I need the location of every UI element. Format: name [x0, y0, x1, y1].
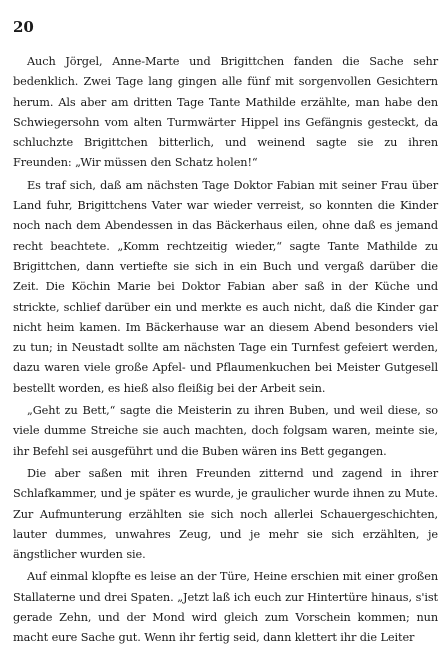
paragraph-5: Auf einmal klopfte es leise an der Türe, Heine erschien mit einer großen Stallaterne und drei Spaten. „Jetzt laß ich euch zur Hintertüre hinaus, s'ist gerade Zehn, und der Mond wird gleich zum Vorschein kommen; nun macht eure Sache gut. Wenn ihr fertig seid, dann klettert ihr die Leiter — [13, 570, 438, 645]
paragraph-2: Es traf sich, daß am nächsten Tage Doktor Fabian mit seiner Frau über Land fuhr, Brigittchens Vater war wieder verreist, so konnten die Kinder noch nach dem Abendessen in das Bäckerhaus eilen, ohne daß es jemand recht beachtete. „Komm rechtzeitig wieder,“ sagte Tante Mathilde zu Brigittchen, dann vertiefte sie sich in ein Buch und vergaß darüber die Zeit. Die Köchin Marie bei Doktor Fabian aber saß in der Küche und strickte, schlief darüber ein und merkte es auch nicht, daß die Kinder gar nicht heim kamen. Im Bäckerhause war an diesem Abend besonders viel zu tun; in Neustadt sollte am nächsten Tage ein Turnfest gefeiert werden, dazu waren viele große Apfel- und Pflaumenkuchen bei Meister Gutgesell bestellt worden, es hieß also fleißig bei der Arbeit sein. — [13, 178, 438, 395]
page-number: 20 — [13, 18, 34, 36]
paragraph-4: Die aber saßen mit ihren Freunden zitternd und zagend in ihrer Schlafkammer, und je später es wurde, je graulicher wurde ihnen zu Mute. Zur Aufmunterung erzählten sie sich noch allerlei Schauergeschichten, lauter dummes, unwahres Zeug, und je mehr sie sich erzählten, je ängstlicher wurden sie. — [13, 466, 438, 562]
paragraph-1: Auch Jörgel, Anne-Marte und Brigittchen fanden die Sache sehr bedenklich. Zwei Tage lang gingen alle fünf mit sorgenvollen Gesichtern herum. Als aber am dritten Tage Tante Mathilde erzählte, man habe den Schwiegersohn vom alten Turmwärter Hippel ins Gefängnis gesteckt, da schluchzte Brigittchen bitterlich, und weinend sagte sie zu ihren Freunden: „Wir müssen den Schatz holen!“ — [13, 55, 438, 170]
paragraph-3: „Geht zu Bett,“ sagte die Meisterin zu ihren Buben, und weil diese, so viele dumme Streiche sie auch machten, doch folgsam waren, meinte sie, ihr Befehl sei ausgeführt und die Buben wären ins Bett gegangen. — [13, 404, 438, 458]
